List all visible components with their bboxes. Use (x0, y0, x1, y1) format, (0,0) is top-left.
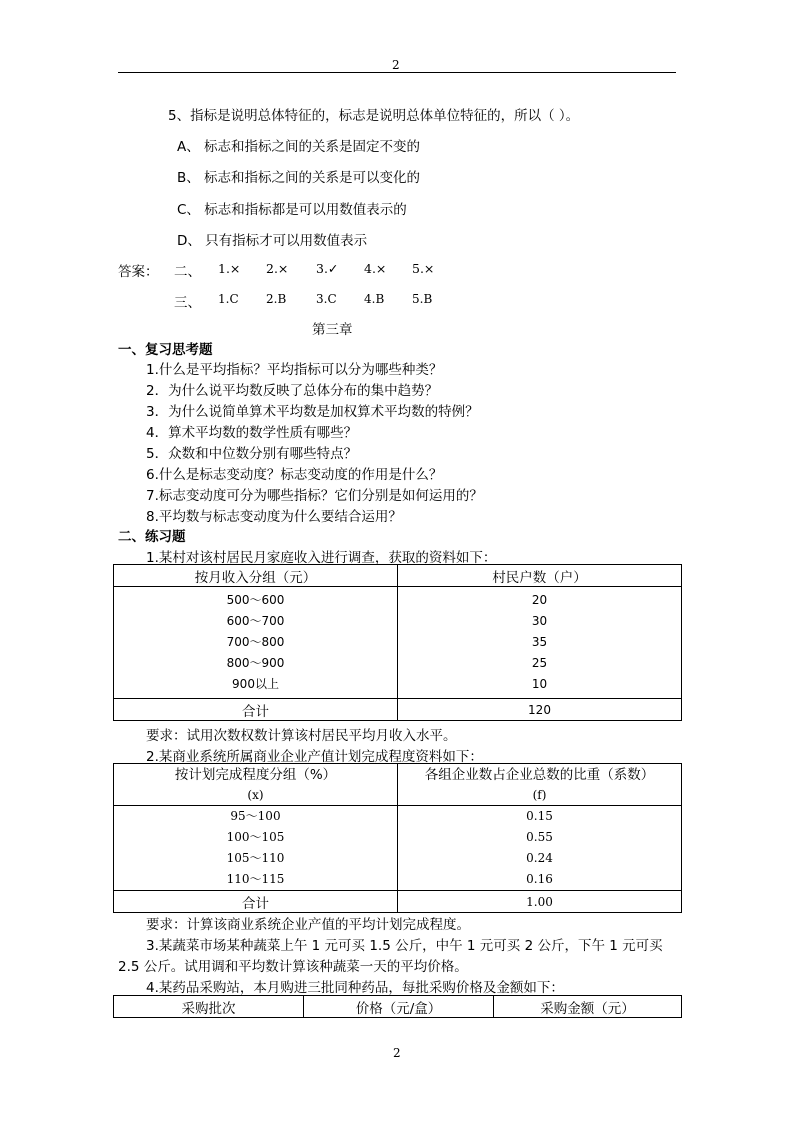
header-symbol: (x) (247, 787, 264, 802)
answer-item: 1.× (218, 261, 241, 276)
review-question: 6.什么是标志变动度？标志变动度的作用是什么？ (146, 467, 443, 483)
answers-label: 答案： (118, 264, 159, 280)
income-table (113, 564, 682, 721)
ex3-line1: 3.某蔬菜市场某种蔬菜上午 1 元可买 1.5 公斤，中午 1 元可买 2 公斤，下午 1 元可买 (146, 938, 663, 954)
table-header-cell: 村民户数（户） (398, 565, 682, 587)
household-count: 35 (531, 635, 548, 649)
answers-line2-prefix: 三、 (174, 295, 201, 311)
ex1-intro: 1.某村对该村居民月家庭收入进行调查，获取的资料如下： (146, 550, 497, 566)
ex1-requirement: 要求：试用次数权数计算该村居民平均月收入水平。 (146, 728, 457, 744)
weight-value: 0.24 (526, 851, 553, 865)
review-question: 3．为什么说简单算术平均数是加权算术平均数的特例？ (146, 404, 479, 420)
answer-item: 3.✓ (316, 261, 339, 276)
household-count: 10 (531, 677, 548, 691)
table-header-cell (114, 764, 398, 806)
weight-value: 0.55 (526, 830, 553, 844)
answers-line1-prefix: 二、 (174, 264, 201, 280)
income-group: 700～800 (226, 635, 285, 649)
total-value: 120 (398, 699, 682, 721)
income-groups-cell (114, 587, 398, 699)
review-question: 7.标志变动度可分为哪些指标？它们分别是如何运用的？ (146, 488, 483, 504)
review-question: 5．众数和中位数分别有哪些特点？ (146, 446, 358, 462)
answer-item: 1.C (218, 292, 239, 306)
header-label: 按计划完成程度分组（%） (174, 766, 337, 783)
chapter-title: 第三章 (312, 322, 353, 338)
answer-item: 4.B (364, 292, 385, 306)
household-count: 25 (531, 656, 548, 670)
completion-group: 110～115 (226, 872, 285, 886)
ex2-requirement: 要求：计算该商业系统企业产值的平均计划完成程度。 (146, 917, 470, 933)
ex4-intro: 4.某药品采购站，本月购进三批同种药品，每批采购价格及金额如下： (146, 980, 564, 996)
plan-completion-table (113, 763, 682, 913)
table-header-cell (398, 764, 682, 806)
review-question: 1.什么是平均指标？平均指标可以分为哪些种类？ (146, 362, 443, 378)
income-group: 600～700 (226, 614, 285, 628)
weight-value: 0.16 (526, 872, 553, 886)
answer-item: 5.× (412, 261, 435, 276)
header-symbol: (f) (532, 787, 547, 802)
answer-item: 2.× (266, 261, 289, 276)
header-page-number: 2 (392, 58, 400, 72)
table-header-cell: 采购批次 (114, 996, 304, 1018)
purchase-table (113, 995, 682, 1018)
completion-group: 100～105 (226, 830, 285, 844)
completion-group: 105～110 (226, 851, 285, 865)
total-label: 合计 (114, 891, 398, 913)
header-rule (118, 72, 676, 73)
income-group: 800～900 (226, 656, 285, 670)
answer-item: 3.C (316, 292, 337, 306)
q5-option-b: B、 标志和指标之间的关系是可以变化的 (177, 170, 421, 186)
household-counts-cell (398, 587, 682, 699)
ex3-line2: 2.5 公斤。试用调和平均数计算该种蔬菜一天的平均价格。 (118, 959, 468, 975)
answer-item: 2.B (266, 292, 287, 306)
household-count: 20 (531, 593, 548, 607)
income-group: 900以上 (232, 677, 279, 691)
total-value: 1.00 (398, 891, 682, 913)
completion-group: 95～100 (230, 809, 281, 823)
income-group: 500～600 (226, 593, 285, 607)
table-header-cell: 按月收入分组（元） (114, 565, 398, 587)
completion-groups-cell (114, 806, 398, 891)
review-question: 4．算术平均数的数学性质有哪些？ (146, 425, 358, 441)
weight-value: 0.15 (526, 809, 553, 823)
q5-option-a: A、 标志和指标之间的关系是固定不变的 (177, 139, 421, 155)
header-label: 各组企业数占企业总数的比重（系数） (424, 766, 655, 783)
weights-cell (398, 806, 682, 891)
review-question: 8.平均数与标志变动度为什么要结合运用？ (146, 509, 402, 525)
section1-title: 一、复习思考题 (118, 342, 213, 358)
total-label: 合计 (114, 699, 398, 721)
answer-item: 5.B (412, 292, 433, 306)
ex2-intro: 2.某商业系统所属商业企业产值计划完成程度资料如下： (146, 749, 483, 765)
q5-stem: 5、指标是说明总体特征的，标志是说明总体单位特征的，所以（ ）。 (168, 108, 580, 124)
footer-page-number: 2 (393, 1046, 401, 1060)
household-count: 30 (531, 614, 548, 628)
answer-item: 4.× (364, 261, 387, 276)
section2-title: 二、练习题 (118, 529, 186, 545)
table-header-cell: 价格（元/盒） (304, 996, 494, 1018)
q5-option-c: C、 标志和指标都是可以用数值表示的 (177, 202, 407, 218)
q5-option-d: D、 只有指标才可以用数值表示 (177, 233, 368, 249)
review-question: 2．为什么说平均数反映了总体分布的集中趋势？ (146, 383, 439, 399)
table-header-cell: 采购金额（元） (494, 996, 682, 1018)
